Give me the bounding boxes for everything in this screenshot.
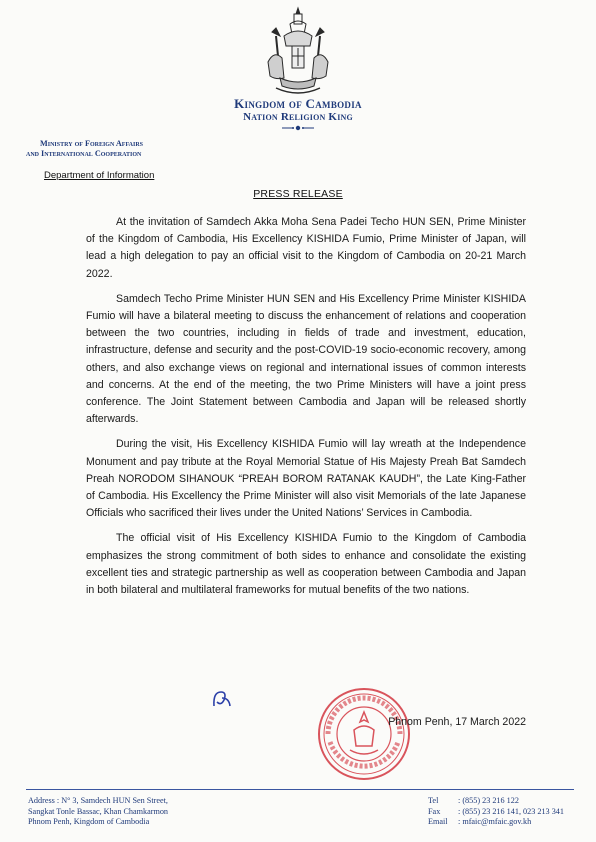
document-title: PRESS RELEASE	[253, 188, 343, 200]
national-motto: Nation Religion King	[243, 111, 353, 123]
address-line-3: Phnom Penh, Kingdom of Cambodia	[28, 817, 150, 826]
footer-address	[28, 796, 168, 828]
fax-value: : (855) 23 216 141, 023 213 341	[458, 806, 564, 816]
paragraph-4: The official visit of His Excellency KISHIDA Fumio to the Kingdom of Cambodia emphasizes the strong commitment of both sides to enhance and consolidate the existing excellent ties and strategic partnership as well as cooperation between Cambodia and Japan in both bilateral and multilateral frameworks for mutual benefits of the two nations.	[86, 532, 526, 597]
footer-contact	[428, 796, 564, 828]
divider-ornament-icon	[280, 124, 316, 132]
ministry-line-1: Ministry of Foreign Affairs	[40, 139, 144, 148]
tel-row	[428, 796, 564, 807]
address-line-1: Address : N° 3, Samdech HUN Sen Street,	[28, 796, 168, 805]
email-value[interactable]: : mfaic@mfaic.gov.kh	[458, 817, 532, 826]
paragraph-2: Samdech Techo Prime Minister HUN SEN and His Excellency Prime Minister KISHIDA Fumio will have a bilateral meeting to discuss the enhancement of relations and cooperation between the two countries, including in fields of trade and investment, education, infrastructure, defense and security and the post-COVID-19 socio-economic recovery, among others, and also exchange views on regional and international issues of common interests and concerns. At the end of the meeting, the two Prime Ministers will have a joint press conference. The Joint Statement between Cambodia and Japan will be released shortly afterwards.	[86, 292, 526, 426]
department-label: Department of Information	[44, 170, 155, 181]
dateline: Phnom Penh, 17 March 2022	[388, 716, 526, 728]
footer-divider	[26, 789, 574, 790]
paragraph-1: At the invitation of Samdech Akka Moha Sena Padei Techo HUN SEN, Prime Minister of the Kingdom of Cambodia, His Excellency KISHIDA Fumio, Prime Minister of Japan, will lead a high delegation to pay an official visit to the Kingdom of Cambodia on 20-21 March 2022.	[86, 216, 526, 280]
fax-label: Fax	[428, 806, 441, 816]
email-row	[428, 817, 564, 828]
ministry-line-2: and International Cooperation	[26, 149, 142, 158]
fax-row	[428, 807, 564, 818]
press-release-body	[86, 214, 526, 607]
royal-coat-of-arms-icon	[262, 6, 334, 98]
official-seal-icon	[316, 686, 412, 782]
initial-signature-icon	[211, 688, 233, 710]
email-label: Email	[428, 817, 448, 826]
kingdom-title: Kingdom of Cambodia	[234, 96, 362, 111]
tel-value: : (855) 23 216 122	[458, 796, 519, 805]
tel-label: Tel	[428, 796, 439, 805]
paragraph-3: During the visit, His Excellency KISHIDA Fumio will lay wreath at the Independence Monument and pay tribute at the Royal Memorial Statue of His Majesty Preah Bat Samdech Preah NORODOM SIHANOUK “PREAH BOROM RATANAK KAUDH”, the Late King-Father of Cambodia. His Excellency the Prime Minister will also visit Memorials of the late Japanese Officials who sacrificed their lives under the United Nations’ Services in Cambodia.	[86, 438, 526, 520]
address-line-2: Sangkat Tonle Bassac, Khan Chamkarmon	[28, 806, 169, 816]
ministry-name	[26, 139, 143, 159]
